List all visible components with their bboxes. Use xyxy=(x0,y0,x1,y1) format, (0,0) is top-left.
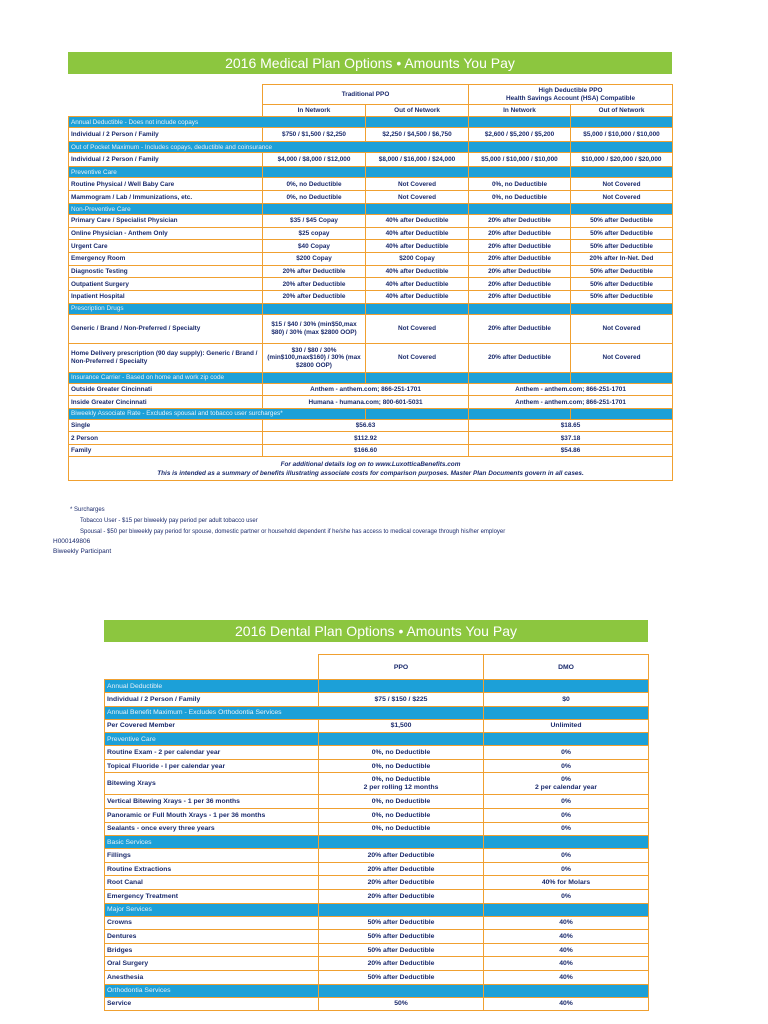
hdhp-header: High Deductible PPO Health Savings Account (HSA) Compatible xyxy=(469,85,673,105)
section-header: Preventive Care xyxy=(69,167,263,178)
col-dmo: DMO xyxy=(484,655,649,680)
section-header: Annual Benefit Maximum - Excludes Orthodontia Services xyxy=(105,706,484,719)
table-row: 2 Person $112.92 $37.18 xyxy=(69,432,673,445)
dental-banner: 2016 Dental Plan Options • Amounts You Pay xyxy=(104,620,648,642)
medical-plan-table xyxy=(68,84,673,481)
section-header: Prescription Drugs xyxy=(69,303,263,314)
section-header: Major Services xyxy=(105,903,319,916)
participant-label: Biweekly Participant xyxy=(53,548,112,555)
section-header: Orthodontia Services xyxy=(105,984,319,997)
table-row: Diagnostic Testing 20% after Deductible 40% after Deductible 20% after Deductible 50% after Deductible xyxy=(69,265,673,278)
section-header: Annual Deductible - Does not include copays xyxy=(69,117,366,128)
table-row: Online Physician - Anthem Only $25 copay 40% after Deductible 20% after Deductible 50% after Deductible xyxy=(69,227,673,240)
table-row: Inpatient Hospital 20% after Deductible 40% after Deductible 20% after Deductible 50% after Deductible xyxy=(69,291,673,304)
table-row: Bitewing Xrays 0%, no Deductible 2 per rolling 12 months 0% 2 per calendar year xyxy=(105,773,649,795)
table-row: Emergency Treatment 20% after Deductible 0% xyxy=(105,889,649,903)
traditional-ppo-header: Traditional PPO xyxy=(263,85,469,105)
spousal-note: Spousal - $50 per biweekly pay period for spouse, domestic partner or household dependent if he/she has access to medical coverage through his/her employer xyxy=(80,529,506,535)
table-row: Anesthesia 50% after Deductible 40% xyxy=(105,970,649,984)
table-row: Individual / 2 Person / Family $75 / $150 / $225 $0 xyxy=(105,693,649,707)
tobacco-note: Tobacco User - $15 per biweekly pay period per adult tobacco user xyxy=(80,518,258,524)
table-row: Primary Care / Specialist Physician $35 / $45 Copay 40% after Deductible 20% after Deductible 50% after Deductible xyxy=(69,215,673,228)
table-row: Single $56.63 $18.65 xyxy=(69,419,673,432)
table-row: Topical Fluoride - I per calendar year 0%, no Deductible 0% xyxy=(105,759,649,773)
medical-banner: 2016 Medical Plan Options • Amounts You Pay xyxy=(68,52,672,74)
table-row: Individual / 2 Person / Family $4,000 / $8,000 / $12,000 $8,000 / $16,000 / $24,000 $5,000 / $10,000 / $10,000 $10,000 / $20,000 / $20,000 xyxy=(69,153,673,167)
table-row: Emergency Room $200 Copay $200 Copay 20% after Deductible 20% after In-Net. Ded xyxy=(69,253,673,266)
table-row: Vertical Bitewing Xrays - 1 per 36 months 0%, no Deductible 0% xyxy=(105,795,649,809)
section-header: Insurance Carrier - Based on home and work zip code xyxy=(69,372,263,383)
table-row: Urgent Care $40 Copay 40% after Deductible 20% after Deductible 50% after Deductible xyxy=(69,240,673,253)
table-row: Root Canal 20% after Deductible 40% for Molars xyxy=(105,876,649,890)
table-row: Generic / Brand / Non-Preferred / Specialty $15 / $40 / 30% (min$50,max $80) / 30% (max $2800 OOP) Not Covered 20% after Deductible Not Covered xyxy=(69,314,673,343)
section-header: Biweekly Associate Rate - Excludes spousal and tobacco user surcharges* xyxy=(69,408,366,419)
table-row: Fillings 20% after Deductible 0% xyxy=(105,849,649,863)
table-row: Oral Surgery 20% after Deductible 40% xyxy=(105,957,649,971)
col-ppo: PPO xyxy=(319,655,484,680)
section-header: Preventive Care xyxy=(105,733,319,746)
table-row: Family $166.60 $54.86 xyxy=(69,444,673,457)
col-out-network: Out of Network xyxy=(366,105,469,117)
table-row: Crowns 50% after Deductible 40% xyxy=(105,916,649,930)
section-header: Basic Services xyxy=(105,836,319,849)
col-in-network: In Network xyxy=(469,105,571,117)
table-row: Service 50% 40% xyxy=(105,997,649,1011)
table-row: Routine Physical / Well Baby Care 0%, no Deductible Not Covered 0%, no Deductible Not Covered xyxy=(69,178,673,191)
col-in-network: In Network xyxy=(263,105,366,117)
table-row: Outpatient Surgery 20% after Deductible 40% after Deductible 20% after Deductible 50% after Deductible xyxy=(69,278,673,291)
table-row: Home Delivery prescription (90 day supply): Generic / Brand / Non-Preferred / Specialty $30 / $80 / 30% (min$100,max$160) / 30% (max $2800 OOP) Not Covered 20% after Deductible Not Covered xyxy=(69,343,673,372)
col-out-network: Out of Network xyxy=(571,105,673,117)
table-row: Inside Greater Cincinnati Humana - humana.com; 800-601-5031 Anthem - anthem.com; 866-251-1701 xyxy=(69,396,673,409)
table-row: Dentures 50% after Deductible 40% xyxy=(105,930,649,944)
dental-plan-table xyxy=(104,654,649,1011)
table-row: Panoramic or Full Mouth Xrays - 1 per 36 months 0%, no Deductible 0% xyxy=(105,808,649,822)
surcharges-title: * Surcharges xyxy=(70,507,105,513)
section-header: Annual Deductible xyxy=(105,680,319,693)
table-row: Routine Exam - 2 per calendar year 0%, no Deductible 0% xyxy=(105,746,649,760)
table-row: Individual / 2 Person / Family $750 / $1,500 / $2,250 $2,250 / $4,500 / $6,750 $2,600 / $5,200 / $5,200 $5,000 / $10,000 / $10,000 xyxy=(69,128,673,142)
table-row: Routine Extractions 20% after Deductible 0% xyxy=(105,862,649,876)
table-row: Sealants - once every three years 0%, no Deductible 0% xyxy=(105,822,649,836)
table-row: Mammogram / Lab / Immunizations, etc. 0%, no Deductible Not Covered 0%, no Deductible Not Covered xyxy=(69,191,673,204)
section-header: Out of Pocket Maximum - Includes copays, deductible and coinsurance xyxy=(69,142,469,153)
medical-footnote: For additional details log on to www.LuxotticaBenefits.com This is intended as a summary of benefits illustrating associate costs for comparison purposes. Master Plan Documents govern in all cases. xyxy=(69,457,673,481)
table-row: Per Covered Member $1,500 Unlimited xyxy=(105,719,649,733)
document-id: H000149806 xyxy=(53,538,91,545)
table-row: Outside Greater Cincinnati Anthem - anthem.com; 866-251-1701 Anthem - anthem.com; 866-251-1701 xyxy=(69,383,673,396)
section-header: Non-Preventive Care xyxy=(69,204,263,215)
table-row: Bridges 50% after Deductible 40% xyxy=(105,943,649,957)
